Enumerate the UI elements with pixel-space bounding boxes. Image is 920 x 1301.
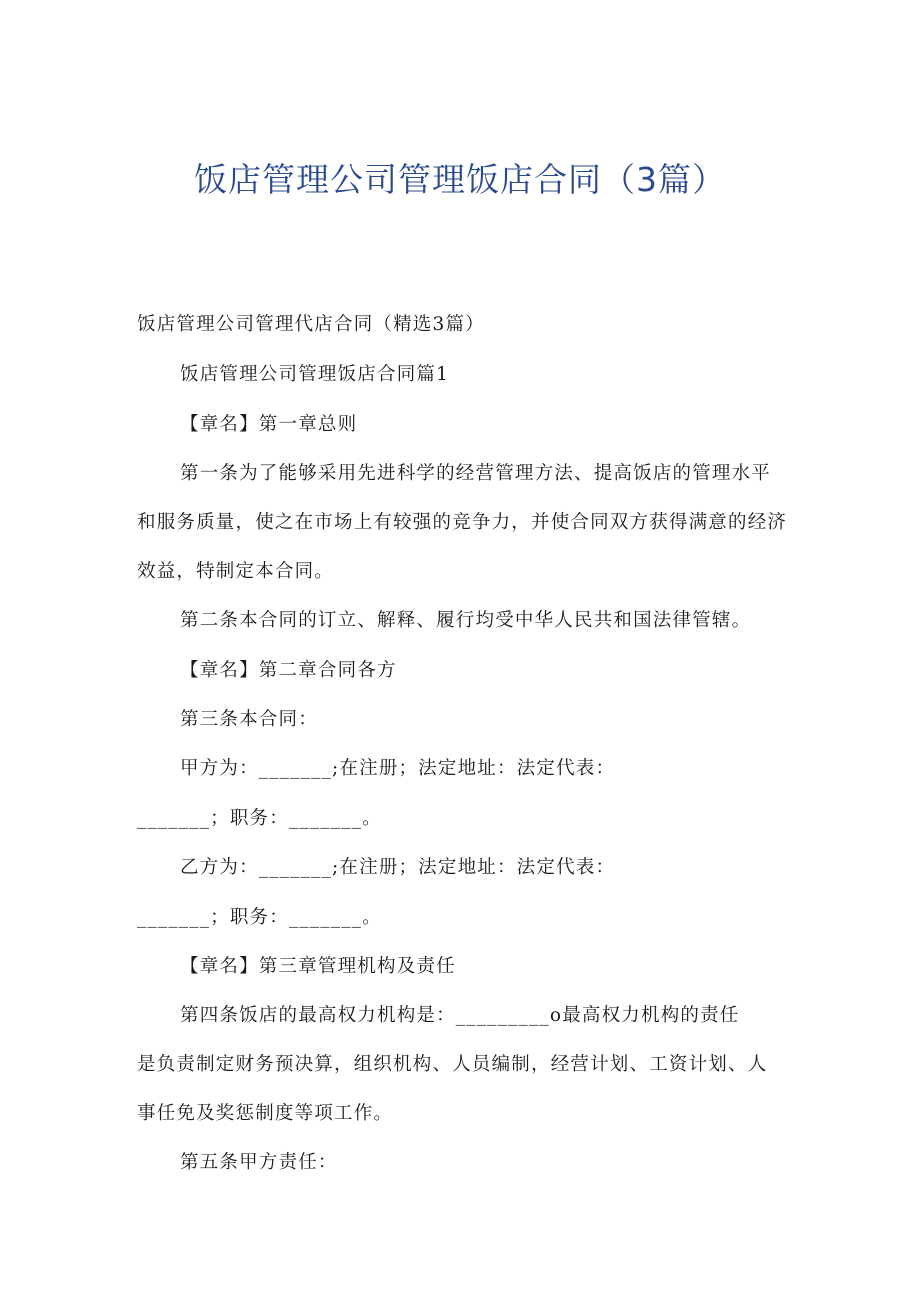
chapter-heading: 【章名】第二章合同各方	[180, 660, 397, 681]
party-b-line: 乙方为：_______;在注册；法定地址：法定代表：	[180, 857, 616, 878]
paragraph-line: 第一条为了能够采用先进科学的经营管理方法、提高饭店的管理水平	[180, 463, 772, 484]
party-b-title-line: _______；职务：_______。	[137, 907, 382, 928]
paragraph-line: 第三条本合同：	[180, 709, 318, 730]
party-a-line: 甲方为：_______;在注册；法定地址：法定代表：	[180, 758, 616, 779]
document-subtitle: 饭店管理公司管理代店合同（精选3篇）	[137, 314, 485, 335]
paragraph-line: 效益，特制定本合同。	[137, 561, 335, 582]
paragraph-line: 第五条甲方责任：	[180, 1152, 338, 1173]
party-a-title-line: _______；职务：_______。	[137, 808, 382, 829]
chapter-heading: 【章名】第一章总则	[180, 414, 358, 435]
paragraph-line: 第二条本合同的订立、解释、履行均受中华人民共和国法律管辖。	[180, 610, 752, 631]
paragraph-line: 是负责制定财务预决算，组织机构、人员编制，经营计划、工资计划、人	[137, 1054, 768, 1075]
paragraph-line: 和服务质量，使之在市场上有较强的竞争力，并使合同双方获得满意的经济	[137, 512, 788, 533]
document-title: 饭店管理公司管理饭店合同（3篇）	[194, 160, 726, 199]
paragraph-line: 事任免及奖惩制度等项工作。	[137, 1103, 394, 1124]
section-heading: 饭店管理公司管理饭店合同篇1	[180, 364, 450, 385]
chapter-heading: 【章名】第三章管理机构及责任	[180, 956, 456, 977]
paragraph-line: 第四条饭店的最高权力机构是：_________o最高权力机构的责任	[180, 1005, 740, 1026]
